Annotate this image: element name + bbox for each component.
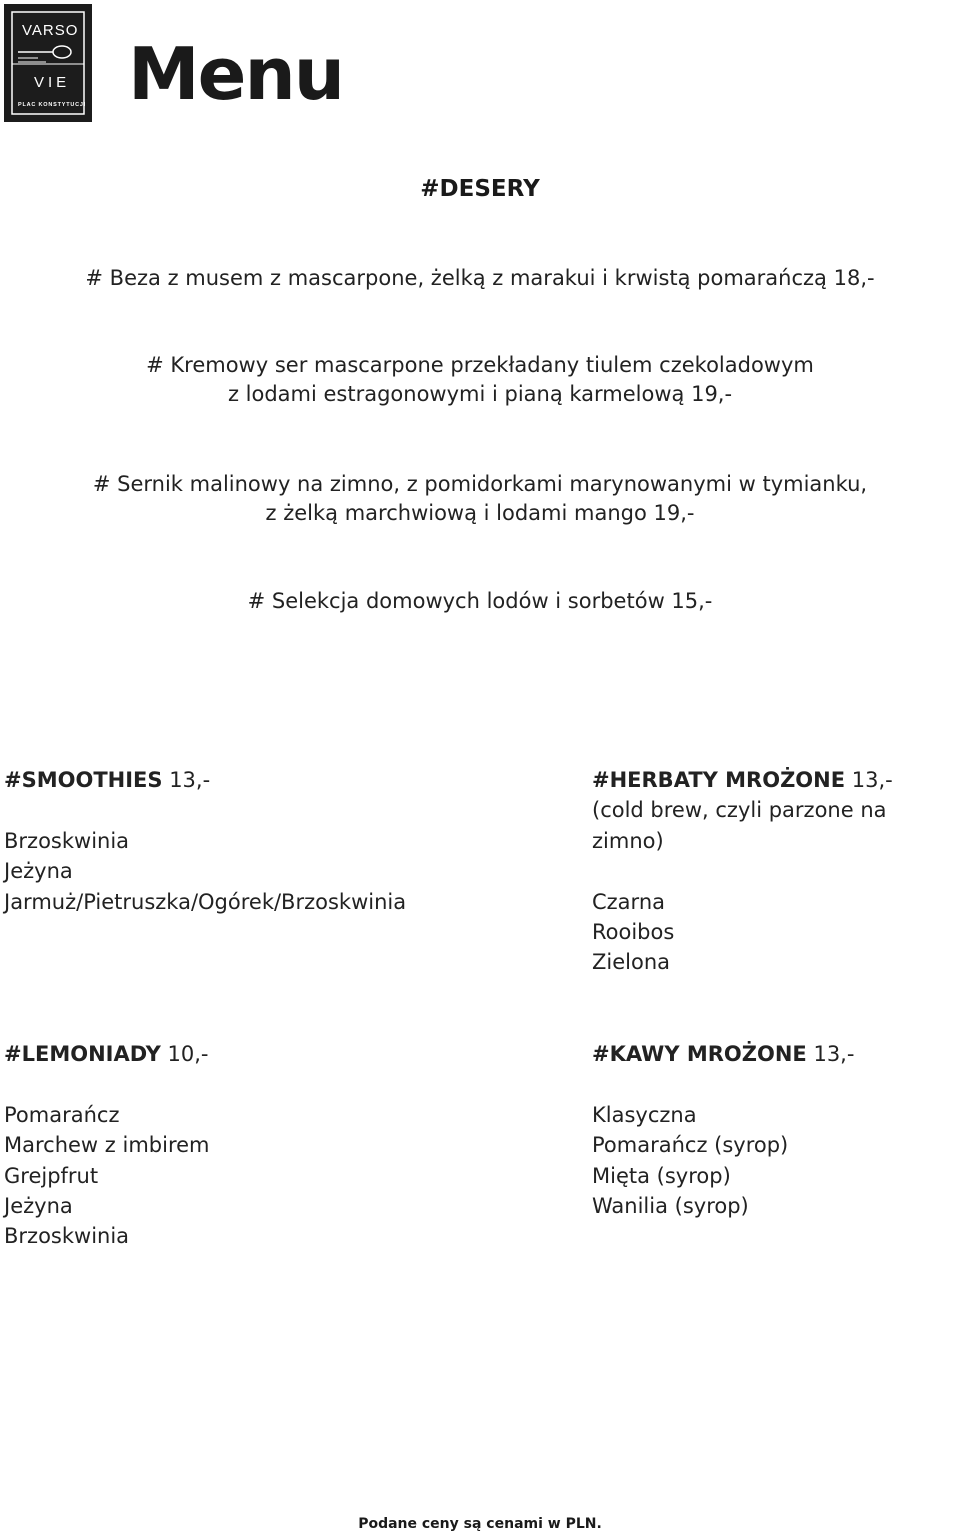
- list-item: Klasyczna: [592, 1102, 697, 1127]
- dessert-line: z żelką marchwiową i lodami mango 19,-: [265, 501, 695, 525]
- lemoniady-heading: #LEMONIADY: [4, 1042, 161, 1066]
- list-item: Jarmuż/Pietruszka/Ogórek/Brzoskwinia: [4, 889, 407, 914]
- list-item: Marchew z imbirem: [4, 1133, 210, 1158]
- herbaty-note: (cold brew, czyli parzone na zimno): [592, 798, 887, 853]
- kawy-heading: #KAWY MROŻONE: [592, 1042, 807, 1066]
- smoothies-price: 13,-: [162, 768, 211, 792]
- list-item: Jeżyna: [4, 859, 73, 884]
- list-item: Rooibos: [592, 920, 675, 945]
- herbaty-section: [592, 765, 960, 978]
- dessert-line: # Kremowy ser mascarpone przekładany tiulem czekoladowym: [146, 353, 814, 377]
- list-item: Brzoskwinia: [4, 828, 130, 853]
- list-item: Grejpfrut: [4, 1163, 99, 1188]
- logo-text-middle: VIE: [34, 74, 71, 91]
- lemoniady-price: 10,-: [160, 1042, 209, 1066]
- dessert-item: [0, 264, 960, 293]
- page-title: Menu: [128, 32, 343, 116]
- dessert-item: [0, 351, 960, 409]
- smoothies-heading: #SMOOTHIES: [4, 768, 163, 792]
- herbaty-heading: #HERBATY MROŻONE: [592, 768, 846, 792]
- list-item: Jeżyna: [4, 1194, 73, 1219]
- dessert-line: # Selekcja domowych lodów i sorbetów 15,-: [247, 589, 713, 613]
- lemoniady-section: [4, 1039, 210, 1252]
- dessert-line: # Sernik malinowy na zimno, z pomidorkami marynowanymi w tymianku,: [92, 472, 868, 496]
- desery-heading: #DESERY: [420, 176, 540, 202]
- list-item: Wanilia (syrop): [592, 1194, 749, 1219]
- logo: [4, 4, 92, 122]
- logo-text-top: VARSO: [22, 22, 79, 39]
- smoothies-section: [4, 765, 406, 917]
- list-item: Mięta (syrop): [592, 1163, 731, 1188]
- dessert-line: z lodami estragonowymi i pianą karmelową 19,-: [227, 382, 733, 406]
- footer-note: Podane ceny są cenami w PLN.: [358, 1516, 602, 1532]
- list-item: Czarna: [592, 889, 665, 914]
- list-item: Pomarańcz: [4, 1102, 120, 1127]
- dessert-item: [0, 587, 960, 616]
- dessert-line: # Beza z musem z mascarpone, żelką z marakui i krwistą pomarańczą 18,-: [85, 266, 875, 290]
- list-item: Brzoskwinia: [4, 1224, 130, 1249]
- herbaty-price: 13,-: [845, 768, 893, 792]
- dessert-item: [0, 470, 960, 528]
- list-item: Pomarańcz (syrop): [592, 1133, 789, 1158]
- kawy-price: 13,-: [806, 1042, 855, 1066]
- list-item: Zielona: [592, 950, 671, 975]
- kawy-section: [592, 1039, 854, 1221]
- logo-text-bottom: PLAC KONSTYTUCJI: [18, 102, 87, 108]
